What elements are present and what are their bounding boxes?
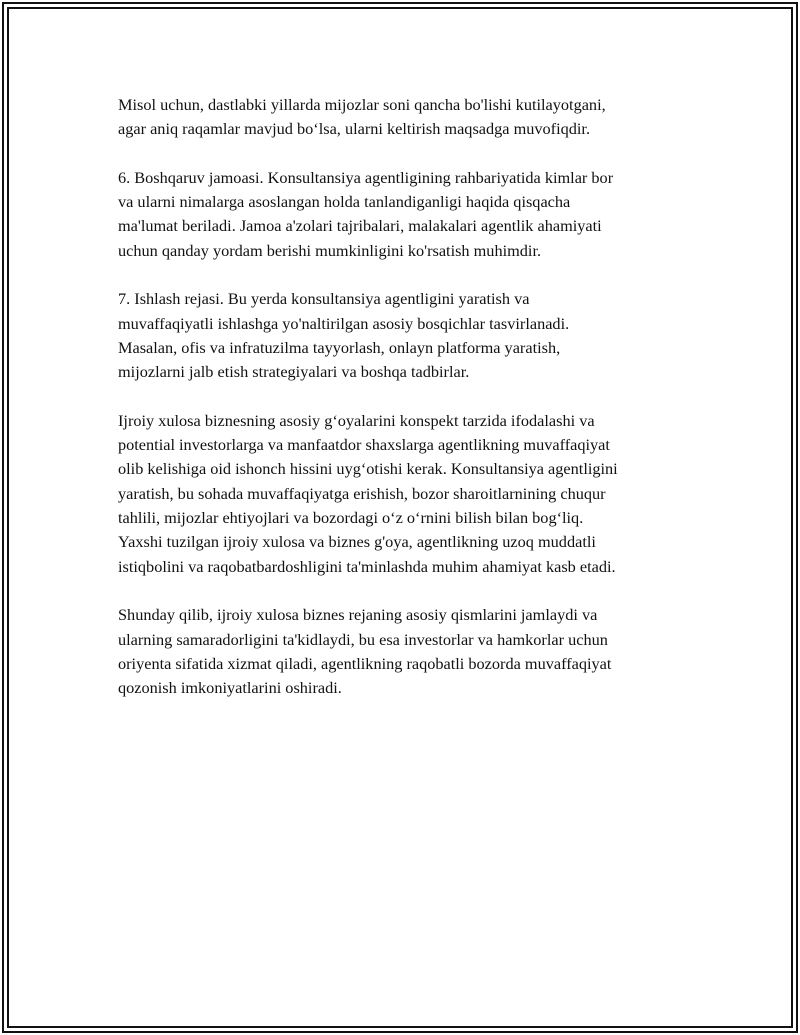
text-line: Masalan, ofis va infratuzilma tayyorlash, onlayn platforma yaratish, <box>118 337 561 357</box>
text-line: olib kelishiga oid ishonch hissini uyg‘otishi kerak. Konsultansiya agentligini <box>118 459 618 479</box>
text-line: 7. Ishlash rejasi. Bu yerda konsultansiya agentligini yaratish va <box>118 289 530 309</box>
text-line: mijozlarni jalb etish strategiyalari va boshqa tadbirlar. <box>118 362 470 382</box>
text-line: 6. Boshqaruv jamoasi. Konsultansiya agentligining rahbariyatida kimlar bor <box>118 167 614 187</box>
text-line: va ularni nimalarga asoslangan holda tanlandiganligi haqida qisqacha <box>118 192 571 212</box>
paragraph-executive-summary <box>118 409 703 579</box>
text-line: Yaxshi tuzilgan ijroiy xulosa va biznes g'oya, agentlikning uzoq muddatli <box>118 532 596 552</box>
document-body <box>118 93 703 725</box>
text-line: ma'lumat beriladi. Jamoa a'zolari tajribalari, malakalari agentlik ahamiyati <box>118 216 602 236</box>
paragraph-management-team <box>118 166 703 263</box>
text-line: Shunday qilib, ijroiy xulosa biznes rejaning asosiy qismlarini jamlaydi va <box>118 605 598 625</box>
text-line: muvaffaqiyatli ishlashga yo'naltirilgan asosiy bosqichlar tasvirlanadi. <box>118 313 570 333</box>
text-line: agar aniq raqamlar mavjud bo‘lsa, ularni keltirish maqsadga muvofiqdir. <box>118 119 591 139</box>
text-line: tahlili, mijozlar ehtiyojlari va bozordagi o‘z o‘rnini bilish bilan bog‘liq. <box>118 508 584 528</box>
text-line: oriyenta sifatida xizmat qiladi, agentlikning raqobatli bozorda muvaffaqiyat <box>118 653 612 673</box>
text-line: potential investorlarga va manfaatdor shaxslarga agentlikning muvaffaqiyat <box>118 435 610 455</box>
text-line: qozonish imkoniyatlarini oshiradi. <box>118 678 342 698</box>
paragraph-conclusion <box>118 603 703 700</box>
text-line: istiqbolini va raqobatbardoshligini ta'minlashda muhim ahamiyat kasb etadi. <box>118 556 616 576</box>
text-line: Ijroiy xulosa biznesning asosiy g‘oyalarini konspekt tarzida ifodalashi va <box>118 410 595 430</box>
text-line: uchun qanday yordam berishi mumkinligini ko'rsatish muhimdir. <box>118 240 542 260</box>
text-line: yaratish, bu sohada muvaffaqiyatga erishish, bozor sharoitlarnining chuqur <box>118 483 606 503</box>
text-line: Misol uchun, dastlabki yillarda mijozlar soni qancha bo'lishi kutilayotgani, <box>118 95 606 114</box>
paragraph-customer-forecast <box>118 93 703 142</box>
paragraph-work-plan <box>118 287 703 384</box>
text-line: ularning samaradorligini ta'kidlaydi, bu esa investorlar va hamkorlar uchun <box>118 629 608 649</box>
